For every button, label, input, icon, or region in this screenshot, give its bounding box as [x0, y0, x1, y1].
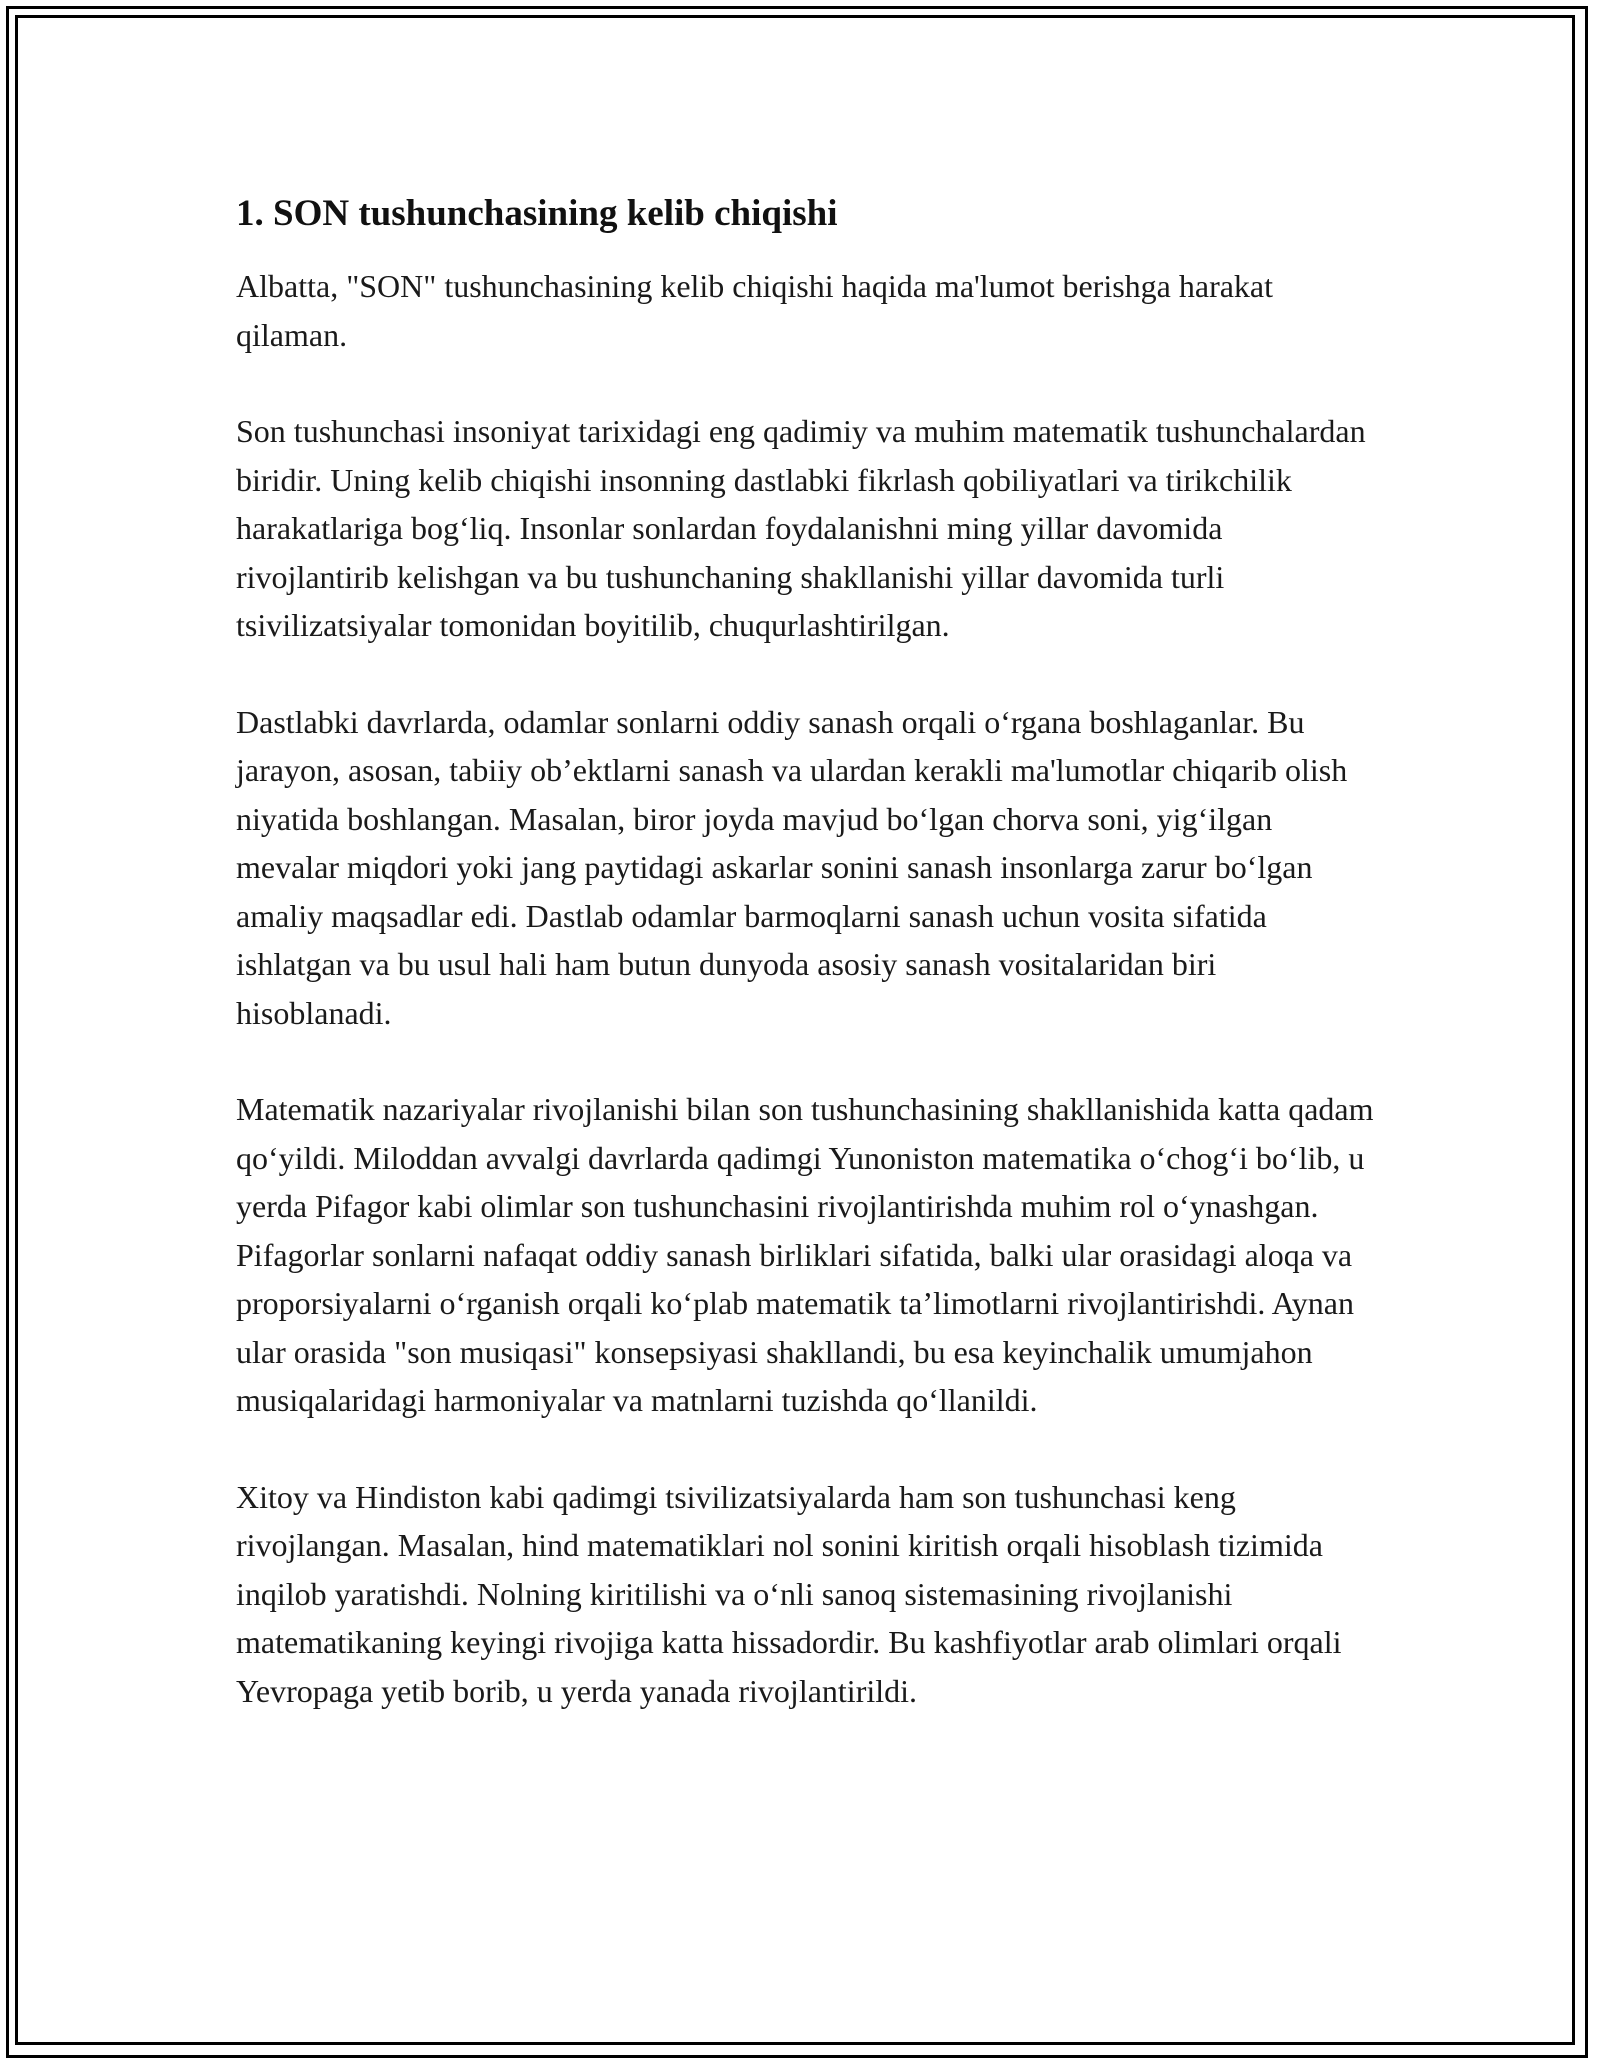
paragraph-origin: Son tushunchasi insoniyat tarixidagi eng qadimiy va muhim matematik tushunchalardan biridir. Uning kelib chiqishi insonning dastlabki fikrlash qobiliyatlari va tirikchilik harakatlariga bog‘liq. Insonlar sonlardan foydalanishni ming yillar davomida rivojlantirib kelishgan va bu tushunchaning shakllanishi yillar davomida turli tsivilizatsiyalar tomonidan boyitilib, chuqurlashtirilgan.	[236, 413, 1366, 643]
paragraph-early-counting: Dastlabki davrlarda, odamlar sonlarni oddiy sanash orqali o‘rgana boshlaganlar. Bu jarayon, asosan, tabiiy ob’ektlarni sanash va ulardan kerakli ma'lumotlar chiqarib olish niyatida boshlangan. Masalan, biror joyda mavjud bo‘lgan chorva soni, yig‘ilgan mevalar miqdori yoki jang paytidagi askarlar sonini sanash insonlarga zarur bo‘lgan amaliy maqsadlar edi. Dastlab odamlar barmoqlarni sanash uchun vosita sifatida ishlatgan va bu usul hali ham butun dunyoda asosiy sanash vositalaridan biri hisoblanadi.	[236, 703, 1348, 1031]
paragraph-greek-mathematics: Matematik nazariyalar rivojlanishi bilan son tushunchasining shakllanishida katta qadam qo‘yildi. Miloddan avvalgi davrlarda qadimgi Yunoniston matematika o‘chog‘i bo‘lib, u yerda Pifagor kabi olimlar son tushunchasini rivojlantirishda muhim rol o‘ynashgan. Pifagorlar sonlarni nafaqat oddiy sanash birliklari sifatida, balki ular orasidagi aloqa va proporsiyalarni o‘rganish orqali ko‘plab matematik ta’limotlarni rivojlantirishdi. Aynan ular orasida "son musiqasi" konsepsiyasi shakllandi, bu esa keyinchalik umumjahon musiqalaridagi harmoniyalar va matnlarni tuzishda qo‘llanildi.	[236, 1091, 1374, 1418]
paragraph-intro: Albatta, "SON" tushunchasining kelib chiqishi haqida ma'lumot berishga harakat qilaman.	[236, 268, 1274, 353]
document-title: 1. SON tushunchasining kelib chiqishi	[236, 193, 838, 234]
paragraph-china-india: Xitoy va Hindiston kabi qadimgi tsivilizatsiyalarda ham son tushunchasi keng rivojlangan. Masalan, hind matematiklari nol sonini kiritish orqali hisoblash tizimida inqilob yaratishdi. Nolning kiritilishi va o‘nli sanoq sistemasining rivojlanishi matematikaning keyingi rivojiga katta hissadordir. Bu kashfiyotlar arab olimlari orqali Yevropaga yetib borib, u yerda yanada rivojlantirildi.	[236, 1478, 1342, 1709]
document-body	[236, 186, 1376, 1715]
